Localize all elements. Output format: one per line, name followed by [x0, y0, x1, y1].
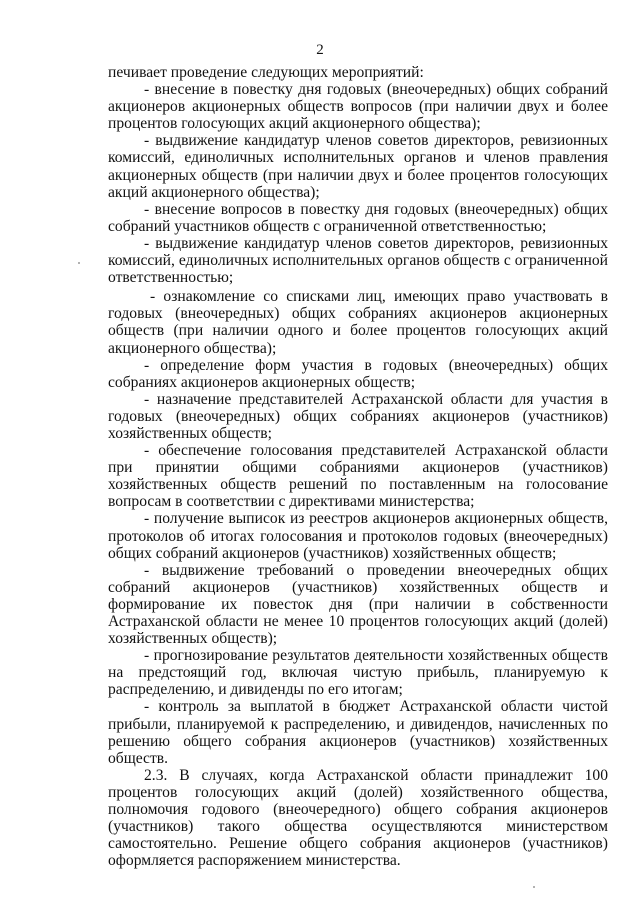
paragraph-list-item: - выдвижение требований о проведении внеочередных общих собраний акционеров (участников) хозяйственных обществ и формирование их повесток дня (при наличии в собственности Астраханской области не менее 10 процентов голосующих акций (долей) хозяйственных обществ); [108, 561, 608, 648]
paragraph-list-item: - внесение в повестку дня годовых (внеочередных) общих собраний акционеров акционерных обществ вопросов (при наличии двух и более процентов голосующих акций акционерного общества); [108, 81, 608, 133]
scan-speck [533, 886, 535, 888]
paragraph-list-item: - обеспечение голосования представителей Астраханской области при принятии общими собраниями акционеров (участников) хозяйственных обществ решений по поставленным на голосование вопросам в соответствии с директивами министерства; [108, 442, 608, 511]
page-number: 2 [316, 42, 324, 58]
paragraph-list-item: - прогнозирование результатов деятельности хозяйственных обществ на предстоящий год, включая чистую прибыль, планируемую к распределению, и дивиденды по его итогам; [108, 647, 608, 699]
paragraph-list-item: - выдвижение кандидатур членов советов директоров, ревизионных комиссий, единоличных исполнительных органов обществ с ограниченной ответственностью; [108, 234, 608, 287]
document-body [108, 64, 608, 869]
scan-speck [78, 262, 80, 264]
paragraph-section-2-3: 2.3. В случаях, когда Астраханской области принадлежит 100 процентов голосующих акций (долей) хозяйственного общества, полномочия годового (внеочередного) общего собрания акционеров (участников) такого общества осуществляются министерством самостоятельно. Решение общего собрания акционеров (участников) оформляется распоряжением министерства. [108, 766, 608, 870]
paragraph-intro: печивает проведение следующих мероприятий: [108, 64, 424, 81]
paragraph-list-item: - выдвижение кандидатур членов советов директоров, ревизионных комиссий, единоличных исполнительных органов и членов правления акционерных обществ (при наличии двух и более процентов голосующих акций акционерного общества); [108, 132, 608, 201]
paragraph-list-item: - получение выписок из реестров акционеров акционерных обществ, протоколов об итогах голосования и протоколов годовых (внеочередных) общих собраний акционеров (участников) хозяйственных обществ; [108, 510, 608, 562]
paragraph-list-item: - контроль за выплатой в бюджет Астраханской области чистой прибыли, планируемой к распределению, и дивидендов, начисленных по решению общего собрания акционеров (участников) хозяйственных обществ. [108, 698, 608, 767]
paragraph-list-item: - внесение вопросов в повестку дня годовых (внеочередных) общих собраний участников обществ с ограниченной ответственностью; [108, 200, 608, 235]
paragraph-list-item: - назначение представителей Астраханской области для участия в годовых (внеочередных) общих собраниях акционеров (участников) хозяйственных обществ; [108, 390, 608, 442]
paragraph-list-item: - определение форм участия в годовых (внеочередных) общих собраниях акционеров акционерных обществ; [108, 356, 608, 391]
paragraph-list-item: - ознакомление со списками лиц, имеющих право участвовать в годовых (внеочередных) общих собраниях акционеров акционерных обществ (при наличии одного и более процентов голосующих акций акционерного общества); [108, 288, 608, 357]
